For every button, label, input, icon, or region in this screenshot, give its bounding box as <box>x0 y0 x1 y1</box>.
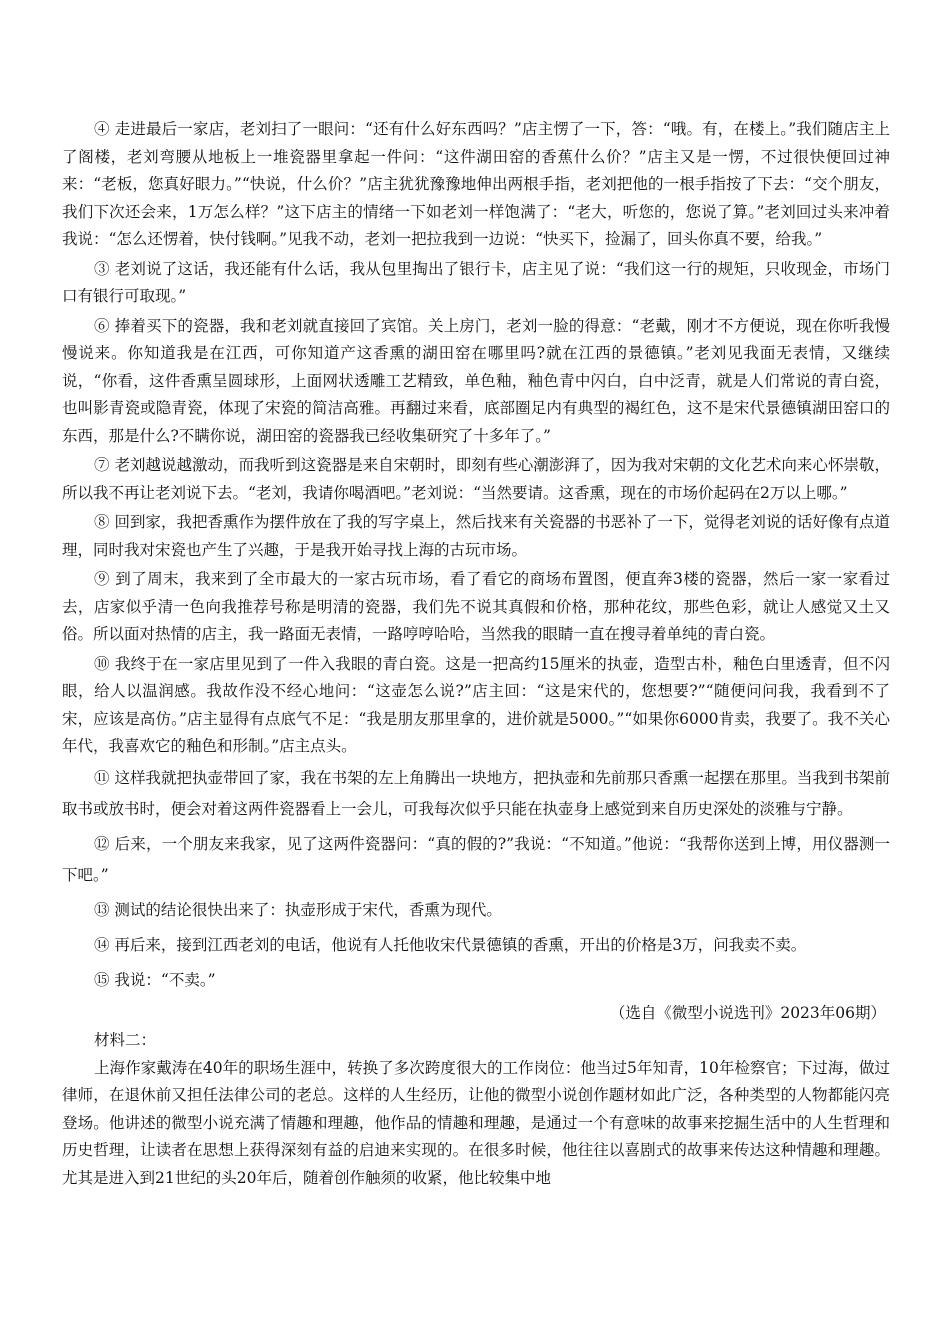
paragraph-11: ⑪ 这样我就把执壶带回了家，我在书架的左上角腾出一块地方，把执壶和先前那只香熏一起摆在那里。当我到书架前取书或放书时，便会对着这两件瓷器看上一会儿，可我每次似乎只能在执壶身上感觉到来自历史深处的淡雅与宁静。 <box>62 768 890 818</box>
paragraph-14: ⑭ 再后来，接到江西老刘的电话，他说有人托他收宋代景德镇的香熏，开出的价格是3万，问我卖不卖。 <box>94 935 807 954</box>
paragraph-5: ③ 老刘说了这话，我还能有什么话，我从包里掏出了银行卡，店主见了说：“我们这一行的规矩，只收现金，市场门口有银行可取现。” <box>62 259 890 305</box>
paragraph-13: ⑬ 测试的结论很快出来了：执壶形成于宋代，香熏为现代。 <box>94 900 502 919</box>
paragraph-12: ⑫ 后来，一个朋友来我家，见了这两件瓷器问：“真的假的?”我说：“不知道。”他说：“我帮你送到上博，用仪器测一下吧。” <box>62 834 890 884</box>
paragraph-8: ⑧ 回到家，我把香熏作为摆件放在了我的写字桌上，然后找来有关瓷器的书恶补了一下，觉得老刘说的话好像有点道理，同时我对宋瓷也产生了兴趣，于是我开始寻找上海的古玩市场。 <box>62 513 890 559</box>
material-two-label: 材料二： <box>94 1031 157 1049</box>
paragraph-10: ⑩ 我终于在一家店里见到了一件入我眼的青白瓷。这是一把高约15厘米的执壶，造型古朴，釉色白里透青，但不闪眼，给人以温润感。我故作没不经心地问：“这壶怎么说?”店主回：“这是宋代的，您想要?”“随便问问我，我看到不了宋，应该是高仿。”店主显得有点底气不足：“我是朋友那里拿的，进价就是5000。”“如果你6000肯卖，我要了。我不关心年代，我喜欢它的釉色和形制。”店主点头。 <box>62 654 890 755</box>
material-two-text: 上海作家戴涛在40年的职场生涯中，转换了多次跨度很大的工作岗位：他当过5年知青，10年检察官；下过海，做过律师，在退休前又担任法律公司的老总。这样的人生经历，让他的微型小说创作题材如此广泛，各种类型的人物都能闪亮登场。他讲述的微型小说充满了情趣和理趣，他作品的情趣和理趣，是通过一个有意味的故事来挖掘生活中的人生哲理和历史哲理，让读者在思想上获得深刻有益的启迪来实现的。在很多时候，他往往以喜剧式的故事来传达这种情趣和理趣。尤其是进入到21世纪的头20年后，随着创作触须的收紧，他比较集中地 <box>62 1058 890 1187</box>
paragraph-7: ⑦ 老刘越说越激动，而我听到这瓷器是来自宋朝时，即刻有些心潮澎湃了，因为我对宋朝的文化艺术向来心怀崇敬，所以我不再让老刘说下去。“老刘，我请你喝酒吧。”老刘说：“当然要请。这香熏，现在的市场价起码在2万以上哪。” <box>62 456 890 502</box>
source-citation: （选自《微型小说选刊》2023年06期） <box>609 1003 886 1022</box>
paragraph-15: ⑮ 我说：“不卖。” <box>94 970 216 989</box>
paragraph-6: ⑥ 捧着买下的瓷器，我和老刘就直接回了宾馆。关上房门，老刘一脸的得意：“老戴，刚才不方便说，现在你听我慢慢说来。你知道我是在江西，可你知道产这香熏的湖田窑在哪里吗?就在江西的景德镇。”老刘见我面无表情，又继续说，“你看，这件香熏呈圆球形，上面网状透雕工艺精致，单色釉，釉色青中闪白，白中泛青，就是人们常说的青白瓷，也叫影青瓷或隐青瓷，体现了宋瓷的简洁高雅。再翻过来看，底部圈足内有典型的褐红色，这不是宋代景德镇湖田窑口的东西，那是什么?不瞒你说，湖田窑的瓷器我已经收集研究了十多年了。” <box>62 316 890 445</box>
document-page <box>62 116 890 1192</box>
paragraph-4: ④ 走进最后一家店，老刘扫了一眼问：“还有什么好东西吗？”店主愣了一下，答：“哦。有，在楼上。”我们随店主上了阁楼，老刘弯腰从地板上一堆瓷器里拿起一件问：“这件湖田窑的香蕉什么价？”店主又是一愣，不过很快便回过神来：“老板，您真好眼力。”“快说，什么价？”店主犹犹豫豫地伸出两根手指，老刘把他的一根手指按了下去：“交个朋友，我们下次还会来，1万怎么样？”这下店主的情绪一下如老刘一样饱满了：“老大，听您的，您说了算。”老刘回过头来冲着我说：“怎么还愣着，快付钱啊。”见我不动，老刘一把拉我到一边说：“快买下，捡漏了，回头你真不要，给我。” <box>62 120 890 248</box>
paragraph-9: ⑨ 到了周末，我来到了全市最大的一家古玩市场，看了看它的商场布置图，便直奔3楼的瓷器，然后一家一家看过去，店家似乎清一色向我推荐号称是明清的瓷器，我们先不说其真假和价格，那种花纹，那些色彩，就让人感觉又土又俗。所以面对热情的店主，我一路面无表情，一路哼哼哈哈，当然我的眼睛一直在搜寻着单纯的青白瓷。 <box>62 570 890 643</box>
